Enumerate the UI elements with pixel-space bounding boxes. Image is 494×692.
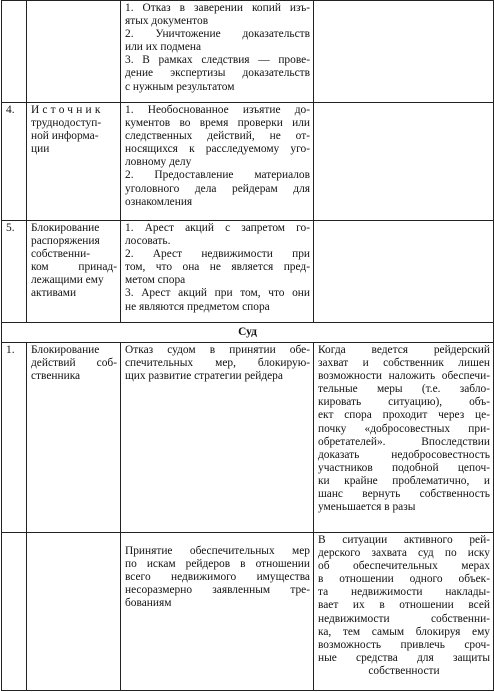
row-number [2,1,27,103]
row-number: 5. [2,221,27,323]
table-row [2,221,494,323]
cell-method: Отказ судом в принятии обе- спечительных мер, блокирую- щих развитие стратегии рейдера [121,343,314,533]
row-number [2,533,27,691]
cell-threat: Блокирование действий соб- ственника [27,343,121,533]
cell-method: 1. Отказ в заверении копий изъ- ятых документов 2. Уничтожение доказательств или их подмена 3. В рамках следствия — прове- дение экспертизы доказательств с нужным результатом [121,1,314,103]
cell-comment [314,103,494,221]
cell-method: Принятие обеспечительных мер по искам рейдеров в отношении всего недвижимого имущества несоразмерно заявленным тре- бованиям [121,533,314,691]
section-title: Суд [2,323,494,343]
cell-comment: В ситуации активного рей- дерского захвата суд по иску об обеспечительных мерах в отношении одного объек- та недвижимости наклады- вает их в отношении всей недвижимости собственни- ка, тем самым блокируя ему возможность привлечь сроч- ные средства для защиты собственности [314,533,494,691]
cell-method: 1. Арест акций с запретом го- лосовать. 2. Арест недвижимости при том, что она не является пред- метом спора 3. Арест акций при том, что они не являются предметом спора [121,221,314,323]
cell-comment: Когда ведется рейдерский захват и собственник лишен возможности наложить обеспечи- тельные меры (т.е. забло- кировать ситуацию), объ- ект спора проходит через це- почку «добросовестных при- обретателей». Впоследствии доказать недобросовестность участников подобной цепоч- ки крайне проблематично, и шанс вернуть собственность уменьшается в разы [314,343,494,533]
cell-threat [27,533,121,691]
table-row [2,343,494,533]
cell-method: 1. Необоснованное изъятие до- кументов во время проверки или следственных действий, не от- носящихся к расследуемому уго- ловному делу 2. Предоставление материалов уголовного дела рейдерам для ознакомления [121,103,314,221]
row-number: 4. [2,103,27,221]
table-row [2,1,494,103]
cell-threat: Блокирование распоряжения собственни- ком принад- лежащими ему активами [27,221,121,323]
row-number: 1. [2,343,27,533]
raider-risk-table [1,0,494,691]
cell-comment [314,221,494,323]
cell-threat [27,1,121,103]
table-row [2,103,494,221]
cell-threat: Источник труднодоступ- ной информа- ции [27,103,121,221]
cell-comment [314,1,494,103]
table-row [2,533,494,691]
section-header-row [2,323,494,343]
